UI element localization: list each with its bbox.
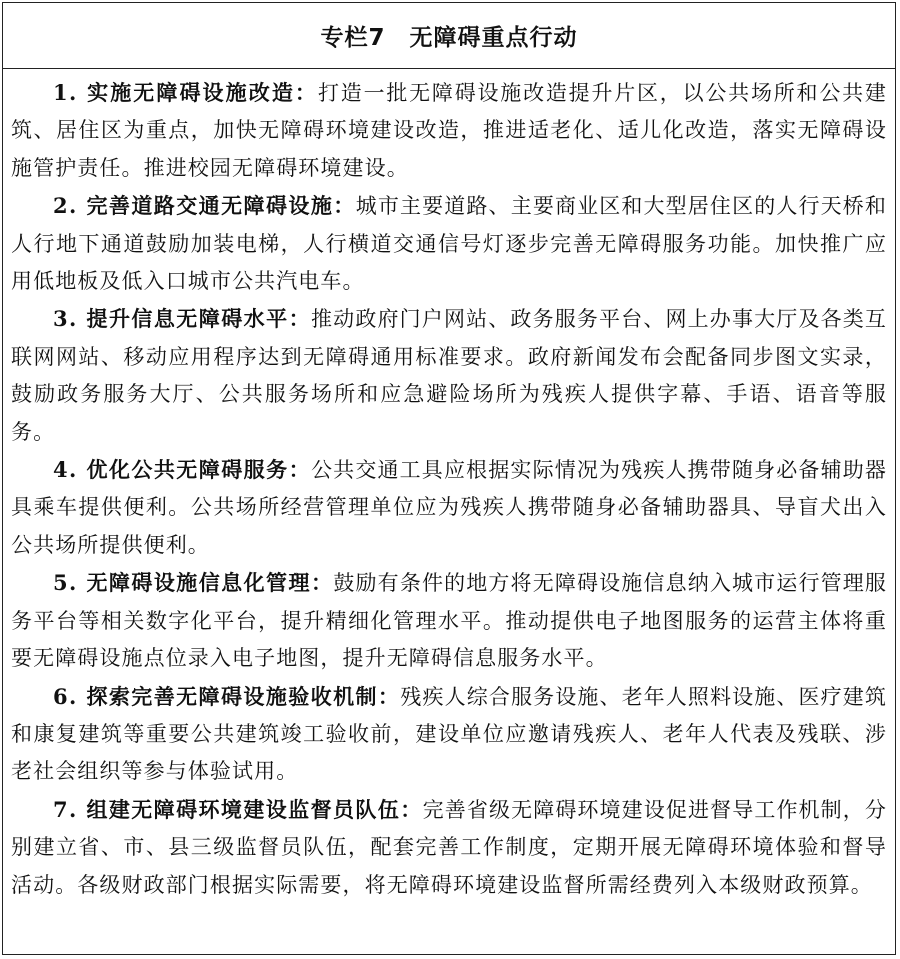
action-item-3 xyxy=(11,300,887,451)
action-item-text: 推动政府门户网站、政务服务平台、网上办事大厅及各类互联网网站、移动应用程序达到无障碍通用标准要求。政府新闻发布会配备同步图文实录，鼓励政务服务大厅、公共服务场所和应急避险场所为残疾人提供字幕、手语、语音等服务。 xyxy=(11,307,887,444)
action-item-7 xyxy=(11,791,887,904)
action-item-heading: 7. 组建无障碍环境建设监督员队伍： xyxy=(53,796,423,822)
action-item-1 xyxy=(11,74,887,187)
action-item-5 xyxy=(11,564,887,677)
action-item-heading: 1. 实施无障碍设施改造： xyxy=(53,80,318,105)
action-item-4 xyxy=(11,451,887,564)
panel-body xyxy=(3,69,895,904)
action-item-heading: 4. 优化公共无障碍服务： xyxy=(53,457,312,483)
action-item-text: 公共交通工具应根据实际情况为残疾人携带随身必备辅助器具乘车提供便利。公共场所经营管理单位应为残疾人携带随身必备辅助器具、导盲犬出入公共场所提供便利。 xyxy=(11,458,887,557)
action-item-heading: 6. 探索完善无障碍设施验收机制： xyxy=(53,683,401,709)
action-item-2 xyxy=(11,187,887,300)
action-item-text: 残疾人综合服务设施、老年人照料设施、医疗建筑和康复建筑等重要公共建筑竣工验收前，建设单位应邀请残疾人、老年人代表及残联、涉老社会组织等参与体验试用。 xyxy=(11,684,887,784)
panel-title: 专栏7 无障碍重点行动 xyxy=(320,25,578,51)
action-item-heading: 5. 无障碍设施信息化管理： xyxy=(53,570,334,596)
action-item-text: 城市主要道路、主要商业区和大型居住区的人行天桥和人行地下通道鼓励加装电梯，人行横道交通信号灯逐步完善无障碍服务功能。加快推广应用低地板及低入口城市公共汽电车。 xyxy=(11,194,888,294)
column-panel xyxy=(2,2,896,955)
action-item-text: 鼓励有条件的地方将无障碍设施信息纳入城市运行管理服务平台等相关数字化平台，提升精细化管理水平。推动提供电子地图服务的运营主体将重要无障碍设施点位录入电子地图，提升无障碍信息服务水平。 xyxy=(11,571,887,671)
panel-header xyxy=(3,3,895,69)
action-item-heading: 2. 完善道路交通无障碍设施： xyxy=(53,193,356,219)
action-item-text: 完善省级无障碍环境建设促进督导工作机制，分别建立省、市、县三级监督员队伍，配套完善工作制度，定期开展无障碍环境体验和督导活动。各级财政部门根据实际需要，将无障碍环境建设监督所需经费列入本级财政预算。 xyxy=(11,797,887,897)
action-item-heading: 3. 提升信息无障碍水平： xyxy=(53,306,312,332)
action-item-6 xyxy=(11,678,887,791)
action-item-text: 打造一批无障碍设施改造提升片区，以公共场所和公共建筑、居住区为重点，加快无障碍环境建设改造，推进适老化、适儿化改造，落实无障碍设施管护责任。推进校园无障碍环境建设。 xyxy=(11,81,887,180)
